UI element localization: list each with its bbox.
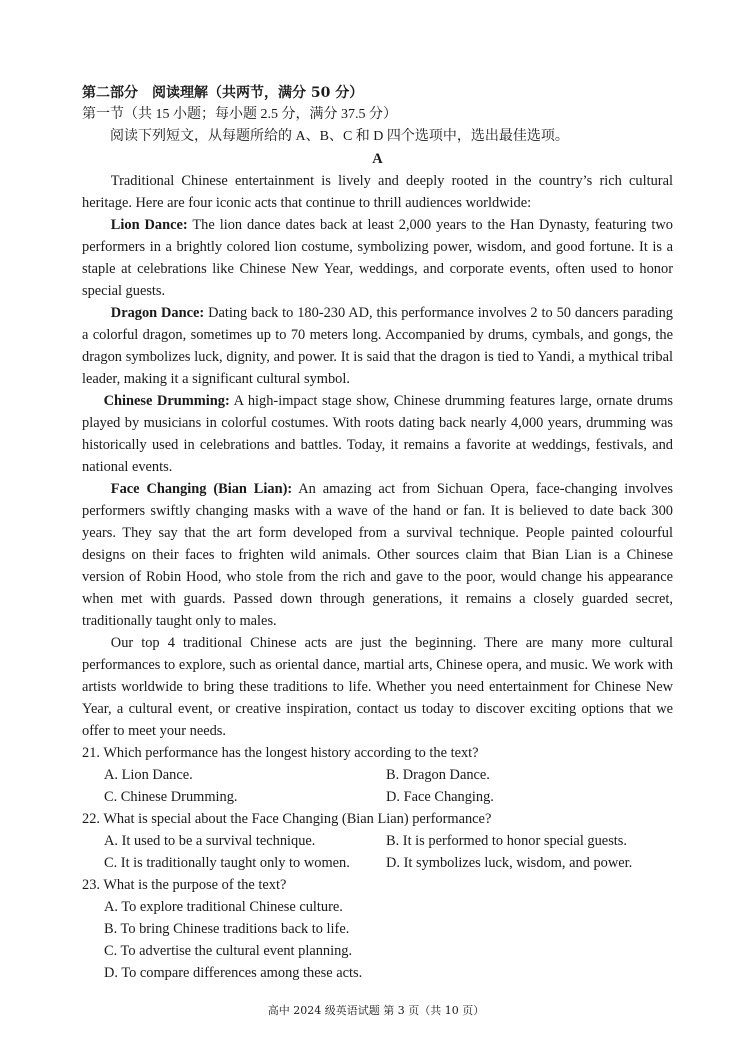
- exam-page: [82, 82, 673, 984]
- passage-letter: A: [372, 151, 383, 167]
- question-stem: 22. What is special about the Face Changing (Bian Lian) performance?: [82, 811, 492, 827]
- option-d: D. Face Changing.: [386, 789, 494, 805]
- question-options: [104, 764, 673, 808]
- act-dragon-dance: [82, 302, 673, 390]
- page-footer: 高中 2024 级英语试题 第 3 页（共 10 页）: [267, 1004, 485, 1017]
- option-b: B. To bring Chinese traditions back to life.: [104, 921, 350, 937]
- act-text: An amazing act from Sichuan Opera, face-changing involves performers swiftly changing masks with a wave of the hand or fan. It is believed to date back 300 years. They say that the art form developed from a survival technique. People painted colourful designs on their faces to frighten wild animals. Other sources claim that Bian Lian is a Chinese version of Robin Hood, who stole from the rich and gave to the poor, would change his appearance when met with guards. Passed down through generations, it remains a closely guarded secret, traditionally taught only to males.: [82, 481, 673, 629]
- section-title: 第一节（共 15 小题；每小题 2.5 分，满分 37.5 分）: [82, 107, 397, 122]
- option-b: B. Dragon Dance.: [386, 767, 490, 783]
- option-c: C. Chinese Drumming.: [104, 789, 238, 805]
- option-a: A. Lion Dance.: [104, 767, 193, 783]
- option-d: D. It symbolizes luck, wisdom, and power.: [386, 855, 633, 871]
- act-text: The lion dance dates back at least 2,000 years to the Han Dynasty, featuring two performers in a brightly colored lion costume, symbolizing power, wisdom, and good fortune. It is a staple at celebrations like Chinese New Year, weddings, and corporate events, often used to honor special guests.: [82, 217, 673, 299]
- passage-closing: Our top 4 traditional Chinese acts are just the beginning. There are many more cultural performances to explore, such as oriental dance, martial arts, Chinese opera, and music. We work with artists worldwide to bring these traditions to life. Whether you need entertainment for Chinese New Year, a cultural event, or creative inspiration, contact us today to discover exciting options that we offer to meet your needs.: [82, 635, 673, 739]
- act-lion-dance: [82, 214, 673, 302]
- question-stem: 23. What is the purpose of the text?: [82, 877, 287, 893]
- option-c: C. It is traditionally taught only to women.: [104, 855, 350, 871]
- option-d: D. To compare differences among these acts.: [104, 965, 363, 981]
- part-title: 第二部分 阅读理解（共两节，满分 50 分）: [82, 85, 364, 101]
- instructions: 阅读下列短文，从每题所给的 A、B、C 和 D 四个选项中，选出最佳选项。: [110, 129, 569, 144]
- act-text: Dating back to 180-230 AD, this performance involves 2 to 50 dancers parading a colorful dragon, sometimes up to 70 meters long. Accompanied by drums, cymbals, and gongs, the dragon symbolizes luck, dignity, and power. It is said that the dragon is tied to Yandi, a mythical tribal leader, making it a significant cultural symbol.: [82, 305, 673, 387]
- act-face-changing: [82, 478, 673, 632]
- act-name: Lion Dance:: [110, 217, 188, 233]
- option-a: A. It used to be a survival technique.: [104, 833, 316, 849]
- act-name: Face Changing (Bian Lian):: [110, 481, 293, 497]
- act-chinese-drumming: [82, 390, 673, 478]
- option-c: C. To advertise the cultural event planning.: [104, 943, 353, 959]
- question-options: [104, 896, 673, 984]
- act-name: Chinese Drumming:: [103, 393, 230, 409]
- question-options: [104, 830, 673, 874]
- passage-intro: Traditional Chinese entertainment is lively and deeply rooted in the country’s rich cultural heritage. Here are four iconic acts that continue to thrill audiences worldwide:: [82, 173, 673, 211]
- act-text: A high-impact stage show, Chinese drumming features large, ornate drums played by musicians in colorful costumes. With roots dating back nearly 4,000 years, drumming was historically used in celebrations and battles. Today, it remains a favorite at weddings, festivals, and national events.: [82, 393, 673, 475]
- option-b: B. It is performed to honor special guests.: [386, 833, 627, 849]
- option-a: A. To explore traditional Chinese culture.: [104, 899, 343, 915]
- question-stem: 21. Which performance has the longest history according to the text?: [82, 745, 479, 761]
- act-name: Dragon Dance:: [110, 305, 205, 321]
